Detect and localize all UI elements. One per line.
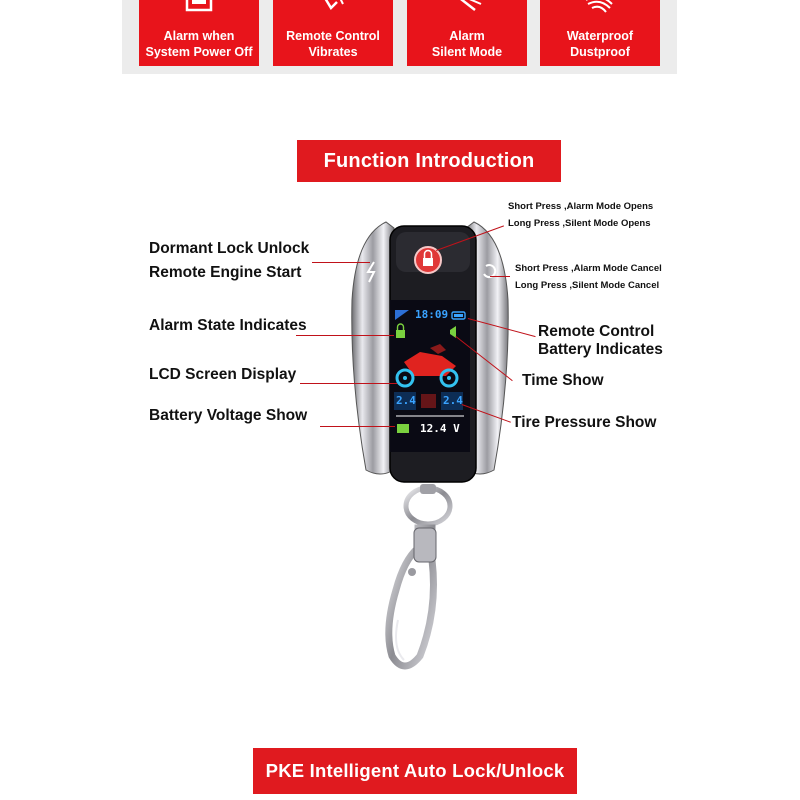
callout-time-show: Time Show (522, 372, 604, 389)
feature-label: Alarm when System Power Off (145, 29, 253, 59)
leader-line (490, 276, 510, 277)
callout-remote-battery-2: Battery Indicates (538, 341, 663, 358)
callout-engine-start: Remote Engine Start (149, 264, 302, 281)
callout-short-alarm-cancel: Short Press ,Alarm Mode Cancel (515, 263, 662, 274)
leader-line (300, 383, 397, 384)
lcd-voltage: 12.4 V (420, 422, 460, 435)
feature-label: Waterproof Dustproof (566, 29, 634, 59)
leader-line (296, 335, 394, 336)
leader-line (312, 262, 370, 263)
lcd-tire-front: 2.4 (396, 394, 416, 407)
feature-label: Remote Control Vibrates (286, 29, 380, 59)
page-title: Function Introduction (297, 140, 561, 182)
callout-tire-pressure: Tire Pressure Show (512, 414, 657, 431)
callout-remote-battery-1: Remote Control (538, 323, 655, 340)
callout-long-silent-open: Long Press ,Silent Mode Opens (508, 218, 651, 229)
leader-line (320, 426, 395, 427)
callout-long-silent-cancel: Long Press ,Silent Mode Cancel (515, 280, 660, 291)
callout-dormant-lock: Dormant Lock Unlock (149, 240, 310, 257)
callout-lcd-display: LCD Screen Display (149, 366, 297, 383)
footer-banner: PKE Intelligent Auto Lock/Unlock (253, 748, 577, 794)
lcd-tire-rear: 2.4 (443, 394, 463, 407)
callout-short-alarm-open: Short Press ,Alarm Mode Opens (508, 201, 654, 212)
feature-label: Alarm Silent Mode (431, 29, 503, 59)
callout-battery-voltage: Battery Voltage Show (149, 407, 308, 424)
callout-alarm-state: Alarm State Indicates (149, 317, 307, 334)
lcd-time: 18:09 (415, 308, 449, 321)
